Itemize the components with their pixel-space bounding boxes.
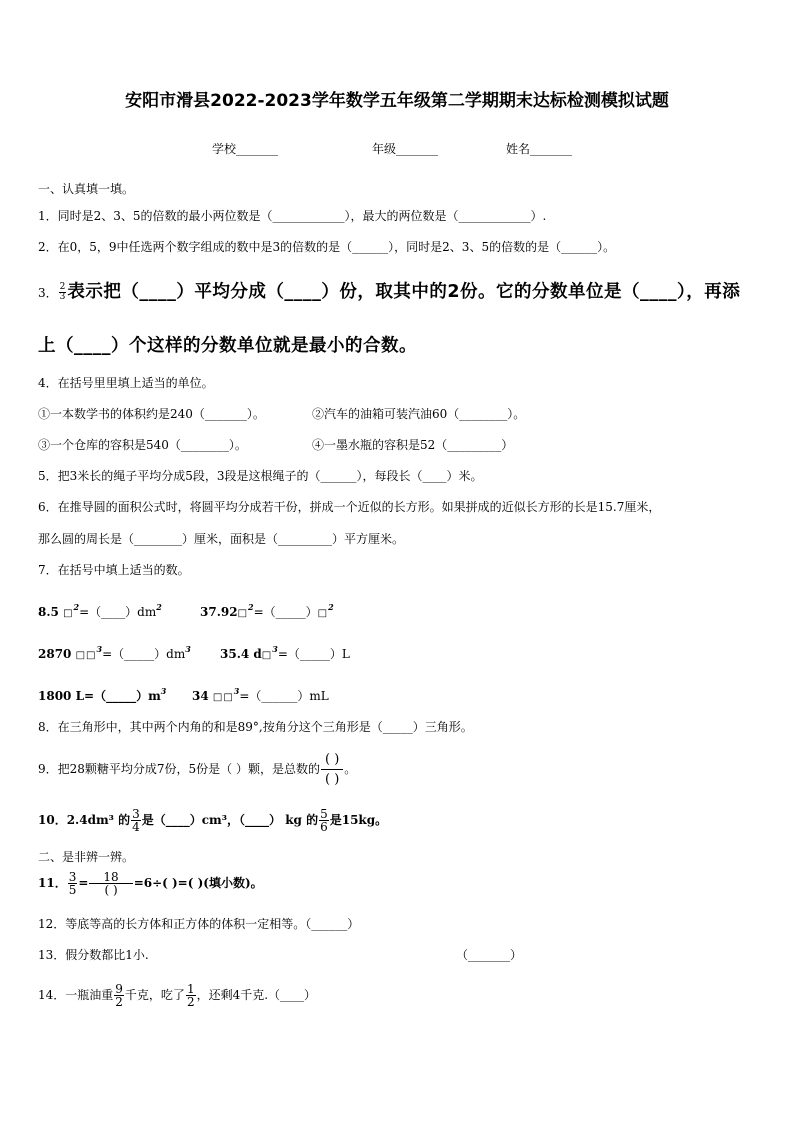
question-3-line-1: 表示把（____）平均分成（____）份，取其中的2份。它的分数单位是（____），再添 bbox=[67, 282, 741, 302]
unknown-unit-glyph: □ bbox=[317, 608, 328, 619]
conversion: 1800 L=（_____）m bbox=[38, 689, 161, 703]
fraction-five-sixths bbox=[319, 808, 329, 833]
value: 34 bbox=[192, 689, 209, 703]
period: 。 bbox=[344, 762, 357, 776]
fraction-denominator: 2 bbox=[186, 995, 195, 1009]
fraction-numerator: 9 bbox=[115, 982, 123, 996]
question-7-stem: 7．在括号中填上适当的数。 bbox=[38, 563, 190, 577]
unknown-unit-glyph: □ bbox=[86, 650, 96, 661]
fraction-denominator[interactable]: ( ) bbox=[104, 883, 118, 897]
question-1: 1．同时是2、3、5的倍数的最小两位数是（____________），最大的两位数是（____________）. bbox=[38, 209, 547, 223]
value: 37.92 bbox=[200, 605, 238, 619]
fraction-three-quarters bbox=[131, 808, 141, 833]
exponent: 3 bbox=[272, 644, 278, 654]
name-field[interactable]: 姓名_______ bbox=[506, 142, 573, 156]
exponent: 3 bbox=[185, 644, 191, 654]
question-4-d: ④一墨水瓶的容积是52（_________） bbox=[312, 438, 514, 452]
grade-field[interactable]: 年级_______ bbox=[372, 142, 439, 156]
exponent: 2 bbox=[248, 602, 254, 612]
fraction-numerator: 2 bbox=[59, 282, 66, 292]
question-9-text: 9．把28颗糖平均分成7份，5份是（ ）颗，是总数的 bbox=[38, 762, 320, 776]
question-14-mid: 千克，吃了 bbox=[124, 988, 185, 1002]
question-7-row-2b bbox=[220, 641, 350, 664]
fraction-three-fifths bbox=[68, 871, 78, 896]
conversion: =（______）mL bbox=[239, 689, 329, 703]
exponent: 2 bbox=[73, 602, 80, 612]
fraction-nine-halves bbox=[114, 983, 124, 1008]
question-3 bbox=[38, 280, 740, 304]
question-10 bbox=[38, 808, 387, 833]
question-3-line-2: 上（____）个这样的分数单位就是最小的合数。 bbox=[38, 336, 417, 356]
question-11 bbox=[38, 871, 263, 896]
page-title: 安阳市滑县2022-2023学年数学五年级第二学期期末达标检测模拟试题 bbox=[125, 91, 669, 111]
question-14 bbox=[38, 983, 316, 1008]
value: 8.5 bbox=[38, 605, 59, 619]
blank-fraction[interactable] bbox=[89, 871, 132, 896]
fraction-denominator: 3 bbox=[59, 292, 66, 302]
exponent: 3 bbox=[233, 686, 240, 696]
conversion: =（____）dm bbox=[79, 605, 157, 619]
equals-sign: = bbox=[78, 876, 89, 890]
fraction-numerator[interactable]: ( ) bbox=[321, 750, 343, 770]
exponent: 2 bbox=[156, 602, 162, 612]
question-8: 8．在三角形中，其中两个内角的和是89°,按角分这个三角形是（_____）三角形。 bbox=[38, 720, 473, 734]
question-10-text: 10．2.4dm³ 的 bbox=[38, 813, 131, 827]
unknown-unit-glyph: □ bbox=[223, 692, 233, 703]
fraction-two-thirds bbox=[59, 283, 67, 302]
conversion: =（_____）L bbox=[277, 647, 350, 661]
fraction-denominator: 6 bbox=[320, 820, 328, 834]
exponent: 3 bbox=[96, 644, 103, 654]
question-3-number: 3． bbox=[38, 286, 58, 300]
question-6-line-2: 那么圆的周长是（________）厘米，面积是（_________）平方厘米。 bbox=[38, 532, 405, 546]
fraction-one-half bbox=[186, 983, 196, 1008]
question-14-text: 14．一瓶油重 bbox=[38, 988, 114, 1002]
question-11-number: 11． bbox=[38, 876, 67, 890]
question-7-row-3a bbox=[38, 683, 166, 704]
conversion: =（_____）dm bbox=[102, 647, 186, 661]
question-10-end: 是15kg。 bbox=[329, 813, 388, 827]
value: 35.4 d bbox=[220, 647, 262, 661]
fraction-numerator: 1 bbox=[186, 982, 195, 996]
fraction-denominator: 5 bbox=[68, 883, 77, 897]
conversion: =（_____） bbox=[253, 605, 318, 619]
question-4-b: ②汽车的油箱可装汽油60（________）。 bbox=[312, 407, 526, 421]
question-7-row-1b bbox=[200, 599, 334, 622]
unknown-unit-glyph: □ bbox=[63, 608, 73, 619]
question-12: 12．等底等高的长方体和正方体的体积一定相等。（______） bbox=[38, 917, 360, 931]
answer-blank-13[interactable]: （_______） bbox=[456, 948, 523, 962]
fraction-numerator: 18 bbox=[89, 871, 132, 884]
question-7-row-3b bbox=[192, 683, 329, 706]
exponent: 3 bbox=[160, 686, 167, 696]
fraction-numerator: 3 bbox=[132, 807, 140, 821]
question-4-stem: 4．在括号里里填上适当的单位。 bbox=[38, 376, 214, 390]
section-heading-1: 一、认真填一填。 bbox=[38, 182, 135, 196]
fraction-denominator: 4 bbox=[132, 820, 140, 834]
question-6-line-1: 6．在推导圆的面积公式时，将圆平均分成若干份，拼成一个近似的长方形。如果拼成的近似长方形的长是15.7厘米， bbox=[38, 500, 661, 514]
question-4-a: ①一本数学书的体积约是240（_______）。 bbox=[38, 407, 265, 421]
question-7-row-1a bbox=[38, 599, 162, 622]
fraction-numerator: 5 bbox=[320, 807, 328, 821]
question-4-c: ③一个仓库的容积是540（________）。 bbox=[38, 438, 247, 452]
blank-fraction[interactable] bbox=[321, 750, 343, 789]
question-10-mid: 是（____）cm³，（____） kg 的 bbox=[141, 813, 319, 827]
question-14-end: ，还剩4千克.（____） bbox=[196, 988, 317, 1002]
section-heading-2: 二、是非辨一辨。 bbox=[38, 850, 135, 864]
fraction-denominator: 2 bbox=[115, 995, 123, 1009]
value: 2870 bbox=[38, 647, 72, 661]
school-field[interactable]: 学校_______ bbox=[212, 142, 279, 156]
unknown-unit-glyph: □ bbox=[212, 692, 223, 703]
question-9 bbox=[38, 750, 356, 789]
question-7-row-2a bbox=[38, 641, 191, 664]
unknown-unit-glyph: □ bbox=[75, 650, 86, 661]
question-2: 2．在0，5，9中任选两个数字组成的数中是3的倍数的是（______），同时是2、3、5的倍数的是（______）。 bbox=[38, 240, 616, 254]
unknown-unit-glyph: □ bbox=[237, 608, 248, 619]
question-11-rest: =6÷( )=( )(填小数)。 bbox=[133, 876, 263, 890]
unknown-unit-glyph: □ bbox=[261, 650, 272, 661]
exponent: 2 bbox=[328, 602, 334, 612]
question-5: 5．把3米长的绳子平均分成5段，3段是这根绳子的（______），每段长（____）米。 bbox=[38, 469, 483, 483]
fraction-numerator: 3 bbox=[68, 870, 77, 884]
question-13: 13．假分数都比1小. bbox=[38, 948, 149, 962]
fraction-denominator[interactable]: ( ) bbox=[325, 772, 340, 787]
